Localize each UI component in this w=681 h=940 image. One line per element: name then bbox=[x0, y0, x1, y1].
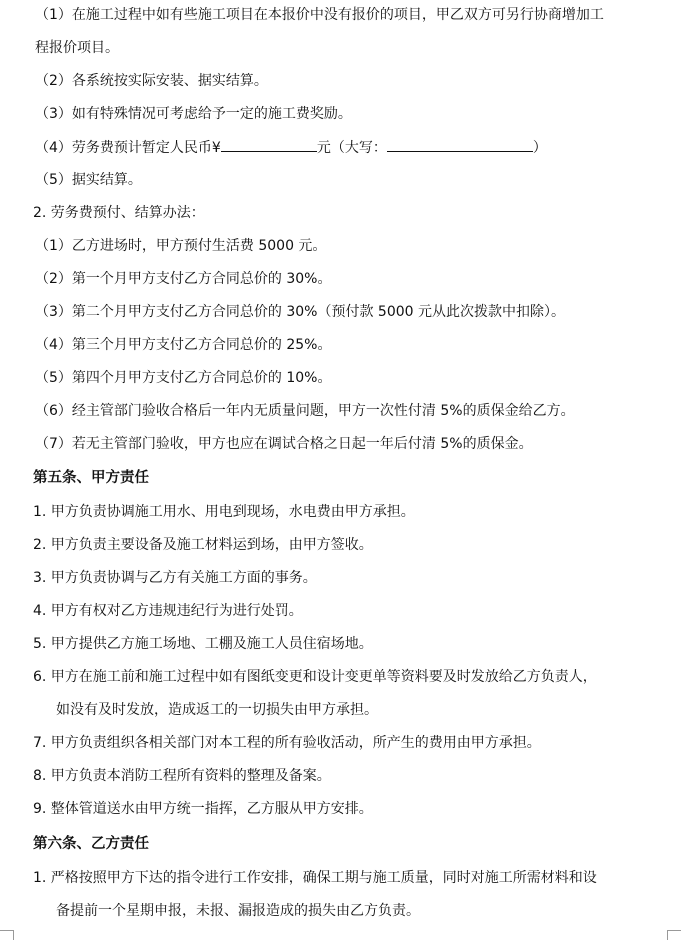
list-item: 6. 甲方在施工前和施工过程中如有图纸变更和设计变更单等资料要及时发放给乙方负责人， bbox=[33, 669, 597, 685]
paragraph-line: 程报价项目。 bbox=[35, 40, 119, 56]
paragraph-line: （2）第一个月甲方支付乙方合同总价的 30%。 bbox=[35, 271, 332, 287]
paragraph-line: （2）各系统按实际安装、据实结算。 bbox=[35, 73, 268, 89]
section-heading: 第五条、甲方责任 bbox=[33, 470, 149, 486]
list-item: 8. 甲方负责本消防工程所有资料的整理及备案。 bbox=[33, 768, 331, 784]
paragraph-line: （1）乙方进场时，甲方预付生活费 5000 元。 bbox=[35, 238, 327, 254]
labor-fee-line bbox=[35, 137, 547, 158]
amount-words-blank bbox=[387, 137, 533, 152]
paragraph-line: （6）经主管部门验收合格后一年内无质量问题，甲方一次性付清 5%的质保金给乙方。 bbox=[35, 403, 575, 419]
list-item: 2. 甲方负责主要设备及施工材料运到场，由甲方签收。 bbox=[33, 537, 373, 553]
page-corner-mark bbox=[667, 930, 681, 940]
list-item-continuation: 如没有及时发放，造成返工的一切损失由甲方承担。 bbox=[56, 702, 378, 718]
list-item: 3. 甲方负责协调与乙方有关施工方面的事务。 bbox=[33, 570, 317, 586]
labor-fee-middle: 元（大写： bbox=[316, 140, 387, 156]
page-corner-mark bbox=[0, 930, 14, 940]
list-item: 4. 甲方有权对乙方违规违纪行为进行处罚。 bbox=[33, 603, 303, 619]
paragraph-line: （7）若无主管部门验收，甲方也应在调试合格之日起一年后付清 5%的质保金。 bbox=[35, 436, 533, 452]
labor-fee-prefix: （4）劳务费预计暂定人民币¥ bbox=[35, 140, 221, 156]
labor-fee-suffix: ） bbox=[532, 140, 547, 156]
list-heading: 2. 劳务费预付、结算办法： bbox=[33, 205, 205, 221]
list-item: 5. 甲方提供乙方施工场地、工棚及施工人员住宿场地。 bbox=[33, 636, 373, 652]
paragraph-line: （3）如有特殊情况可考虑给予一定的施工费奖励。 bbox=[35, 106, 352, 122]
paragraph-line: （3）第二个月甲方支付乙方合同总价的 30%（预付款 5000 元从此次拨款中扣除）。 bbox=[35, 304, 566, 320]
list-item: 1. 严格按照甲方下达的指令进行工作安排，确保工期与施工质量，同时对施工所需材料和设 bbox=[33, 870, 597, 886]
paragraph-line: （1）在施工过程中如有些施工项目在本报价中没有报价的项目，甲乙双方可另行协商增加工 bbox=[35, 7, 604, 23]
section-heading: 第六条、乙方责任 bbox=[33, 836, 149, 852]
list-item: 9. 整体管道送水由甲方统一指挥，乙方服从甲方安排。 bbox=[33, 801, 373, 817]
amount-blank bbox=[221, 137, 317, 152]
paragraph-line: （4）第三个月甲方支付乙方合同总价的 25%。 bbox=[35, 337, 332, 353]
paragraph-line: （5）第四个月甲方支付乙方合同总价的 10%。 bbox=[35, 370, 332, 386]
list-item: 1. 甲方负责协调施工用水、用电到现场，水电费由甲方承担。 bbox=[33, 504, 415, 520]
list-item: 7. 甲方负责组织各相关部门对本工程的所有验收活动，所产生的费用由甲方承担。 bbox=[33, 735, 541, 751]
list-item-continuation: 备提前一个星期申报，未报、漏报造成的损失由乙方负责。 bbox=[56, 903, 420, 919]
paragraph-line: （5）据实结算。 bbox=[35, 172, 142, 188]
